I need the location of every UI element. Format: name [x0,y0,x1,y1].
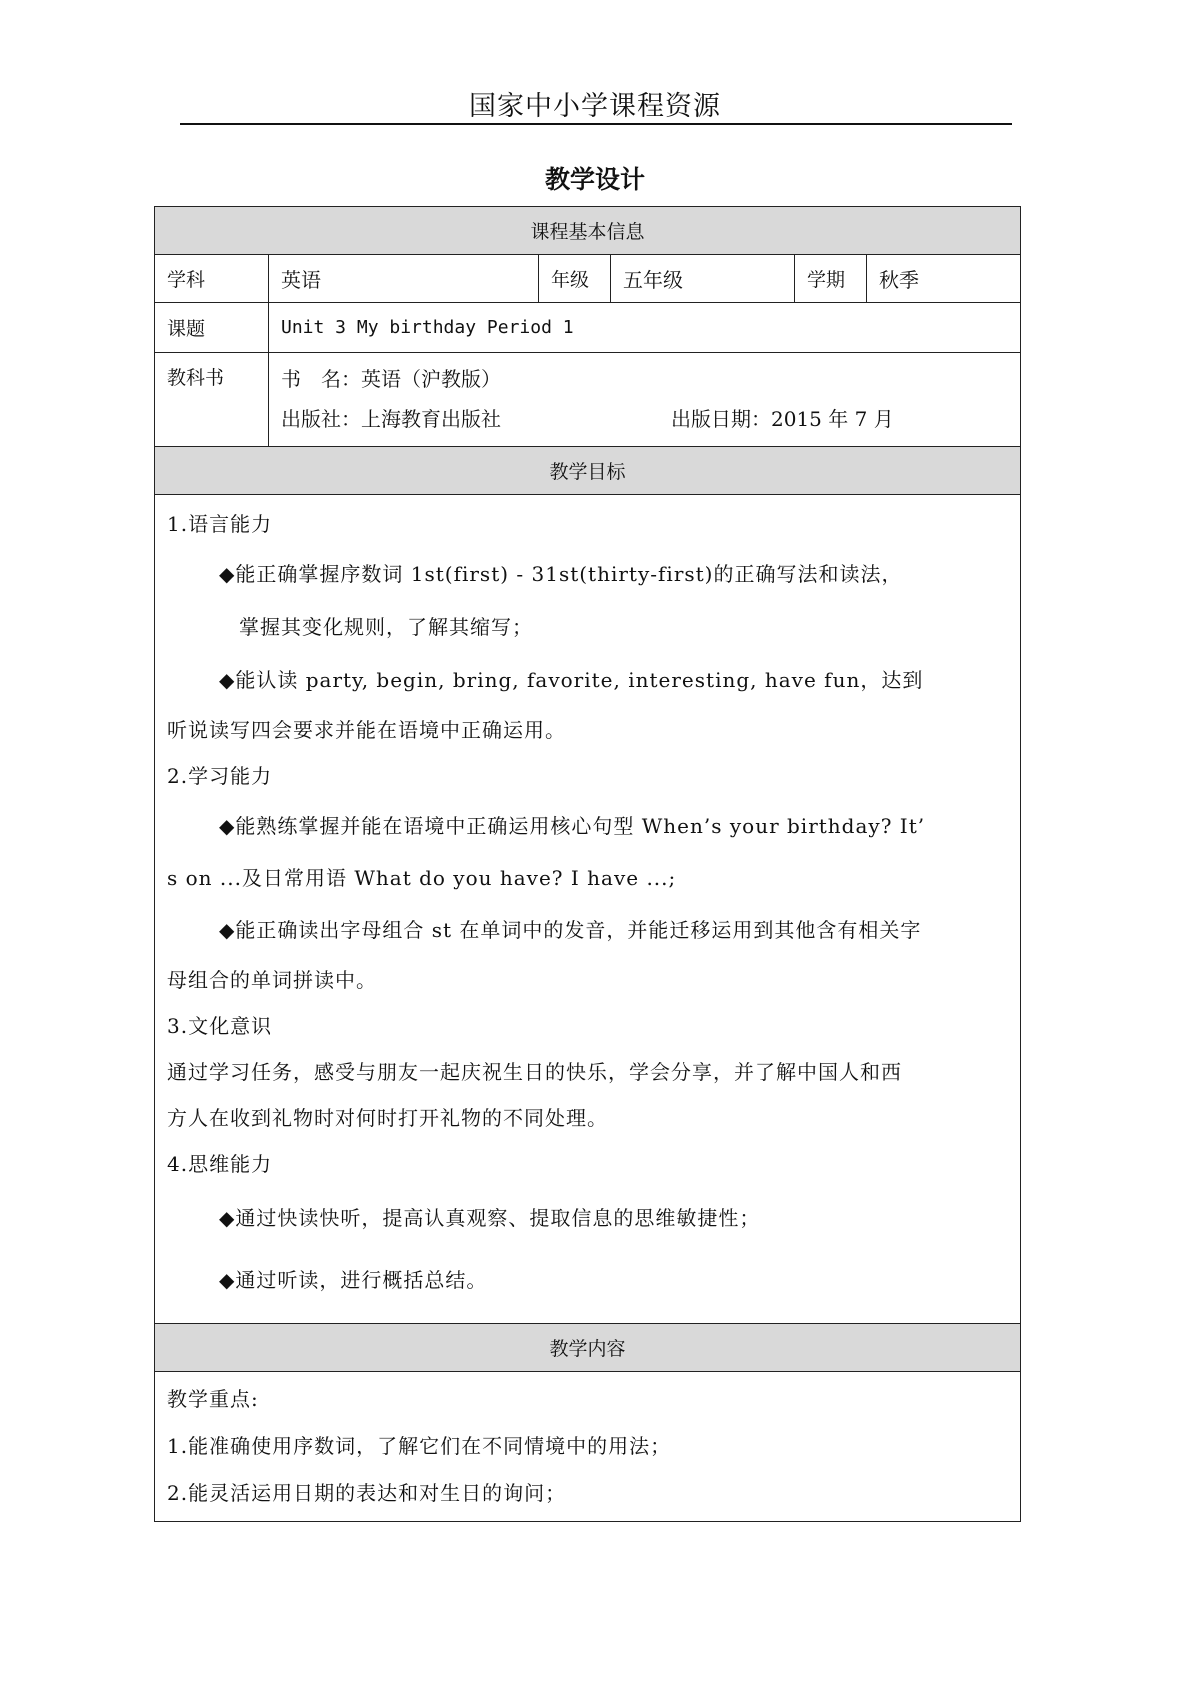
objective-bullet: ◆能正确读出字母组合 st 在单词中的发音，并能迁移运用到其他含有相关字 [219,918,922,942]
topic-row [155,303,1021,353]
objective-bullet: ◆能认读 party, begin, bring, favorite, interesting, have fun，达到 [219,668,924,692]
objective-bullet: ◆通过快读快听，提高认真观察、提取信息的思维敏捷性； [219,1206,761,1230]
objective-heading-language: 1.语言能力 [167,512,273,536]
header-divider [180,123,1012,125]
section-objectives: 教学目标 [155,447,1021,495]
objectives-content [155,495,1021,1324]
grade-label: 年级 [539,255,611,303]
section-content: 教学内容 [155,1324,1021,1372]
teaching-content [155,1372,1021,1522]
objective-bullet: ◆能正确掌握序数词 1st(first) - 31st(thirty-first)的正确写法和读法， [219,562,903,586]
textbook-row [155,353,1021,447]
document-title: 教学设计 [544,165,645,194]
term-value: 秋季 [867,255,1021,303]
publish-date: 出版日期：2015 年 7 月 [671,407,894,431]
content-row [155,1372,1021,1522]
publisher-line [281,397,1008,441]
objective-text: 方人在收到礼物时对何时打开礼物的不同处理。 [167,1106,608,1130]
objective-heading-learning: 2.学习能力 [167,764,273,788]
objective-heading-thinking: 4.思维能力 [167,1152,273,1176]
subject-label: 学科 [155,255,269,303]
objective-bullet: ◆通过听读，进行概括总结。 [219,1268,488,1292]
subject-value: 英语 [269,255,539,303]
objective-bullet-cont: s on ...及日常用语 What do you have? I have ...; [167,866,677,890]
section-basic-info: 课程基本信息 [155,207,1021,255]
objective-bullet: ◆能熟练掌握并能在语境中正确运用核心句型 When’s your birthday? It’ [219,814,926,838]
grade-value: 五年级 [611,255,795,303]
term-label: 学期 [795,255,867,303]
objective-text: 通过学习任务，感受与朋友一起庆祝生日的快乐，学会分享，并了解中国人和西 [167,1060,902,1084]
book-name: 书 名：英语（沪教版） [281,367,501,391]
objective-bullet-cont: 母组合的单词拼读中。 [167,968,377,992]
info-row [155,255,1021,303]
key-points-label: 教学重点: [167,1387,259,1411]
objectives-row [155,495,1021,1324]
key-point-item: 2.能灵活运用日期的表达和对生日的询问； [167,1481,567,1505]
publisher: 出版社：上海教育出版社 [281,407,501,431]
textbook-label: 教科书 [155,353,269,447]
textbook-info [269,353,1021,447]
objective-bullet-cont: 掌握其变化规则，了解其缩写； [239,615,533,639]
key-point-item: 1.能准确使用序数词，了解它们在不同情境中的用法； [167,1434,672,1458]
lesson-plan-table [154,206,1021,1522]
objective-bullet-cont: 听说读写四会要求并能在语境中正确运用。 [167,718,566,742]
topic-value: Unit 3 My birthday Period 1 [269,303,1021,353]
objective-heading-culture: 3.文化意识 [167,1014,273,1038]
topic-label: 课题 [155,303,269,353]
page-header-title: 国家中小学课程资源 [469,91,721,122]
